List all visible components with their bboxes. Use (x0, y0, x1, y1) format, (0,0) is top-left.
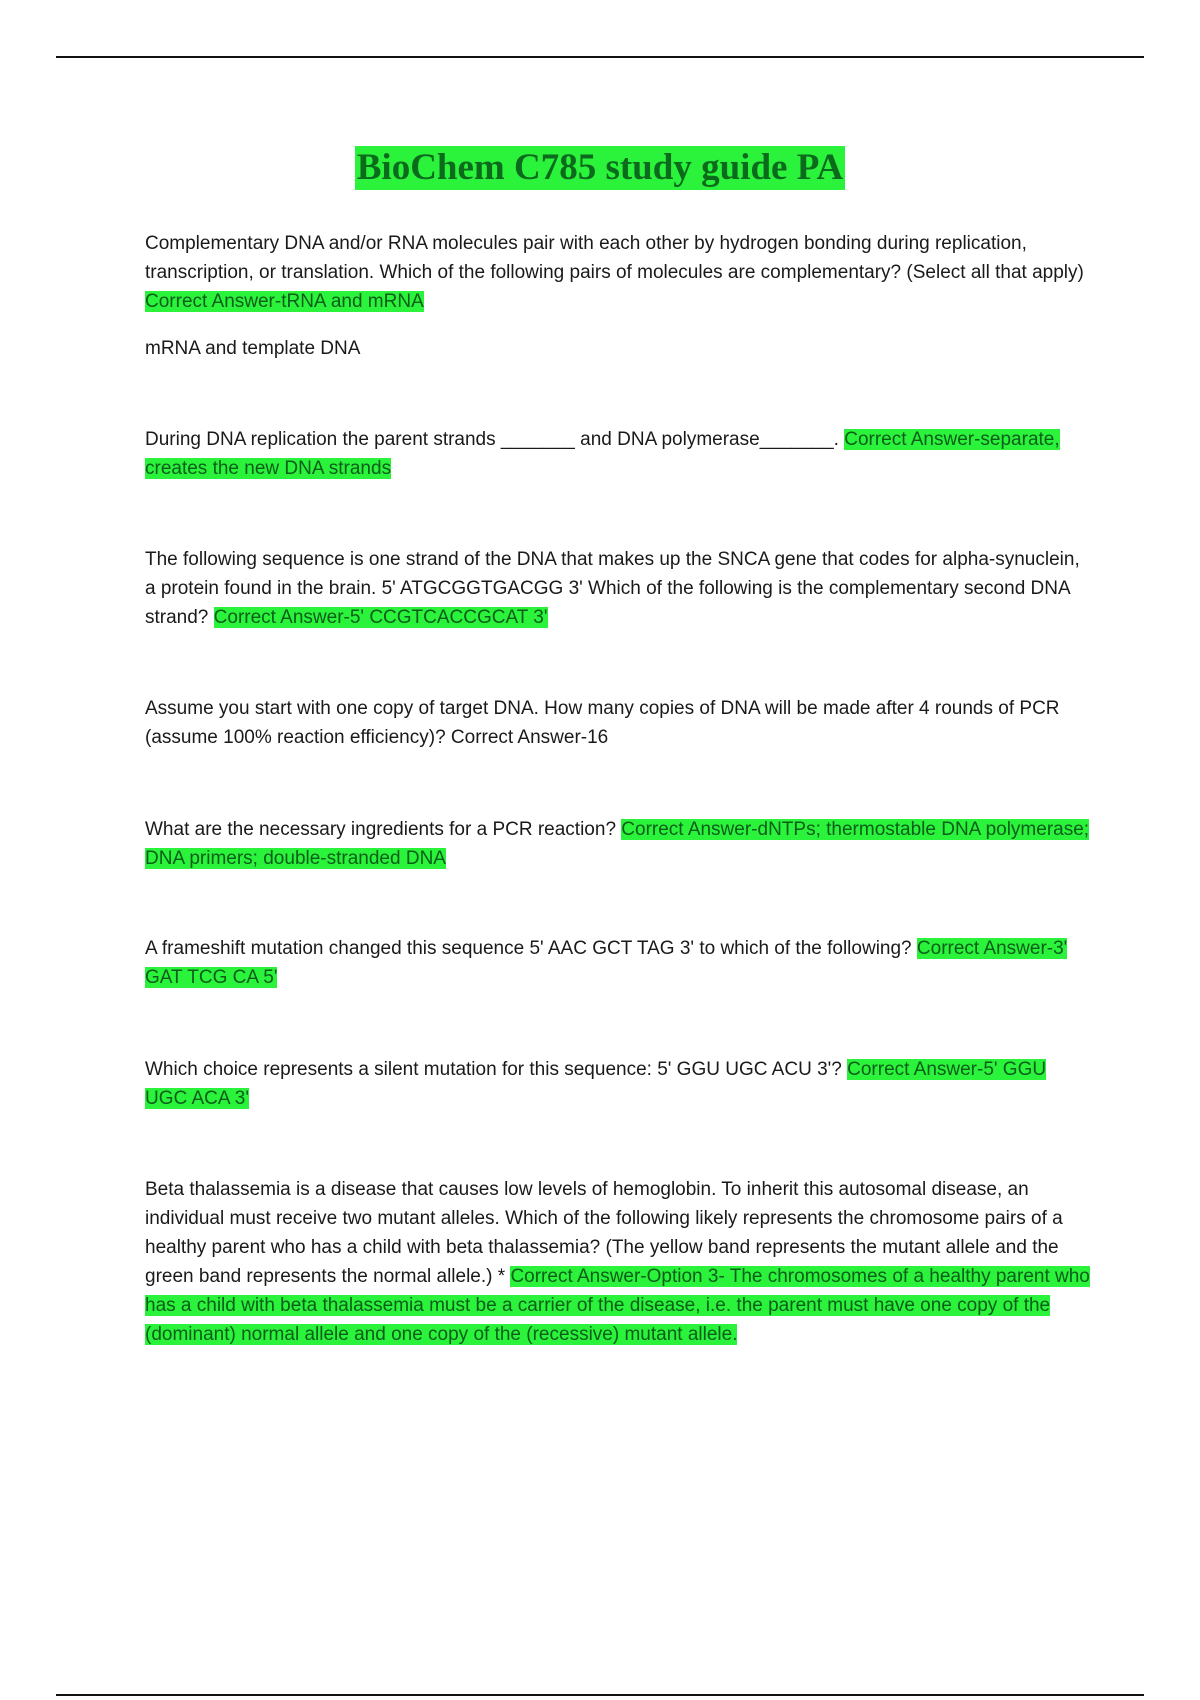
question-1 (145, 229, 1090, 316)
question-text: Complementary DNA and/or RNA molecules pair with each other by hydrogen bonding during replication, transcription, or translation. Which of the following pairs of molecules are complementary? (Select all that apply) (145, 233, 1084, 283)
document-title: BioChem C785 study guide PA (356, 147, 844, 188)
question-text: Which choice represents a silent mutation for this sequence: 5' GGU UGC ACU 3'? (145, 1059, 848, 1080)
answer-highlight: Correct Answer-3' GAT TCG CA 5' (145, 938, 1068, 988)
title-container (0, 146, 1200, 190)
question-text: A frameshift mutation changed this sequence 5' AAC GCT TAG 3' to which of the following? (145, 938, 917, 959)
question-text: The following sequence is one strand of the DNA that makes up the SNCA gene that codes for alpha-synuclein, a protein found in the brain. 5' ATGCGGTGACGG 3' Which of the following is the complementary second DNA strand? (145, 549, 1080, 628)
question-5 (145, 815, 1090, 873)
answer-highlight: Correct Answer-5' GGU UGC ACA 3' (145, 1059, 1047, 1109)
answer-highlight: Correct Answer-5' CCGTCACCGCAT 3' (213, 607, 548, 628)
question-4 (145, 694, 1090, 752)
question-3 (145, 545, 1090, 632)
question-text: What are the necessary ingredients for a PCR reaction? (145, 819, 622, 840)
question-6 (145, 934, 1090, 992)
answer-highlight: Correct Answer-dNTPs; thermostable DNA polymerase; DNA primers; double-stranded DNA (145, 819, 1090, 869)
question-text: During DNA replication the parent strands _______ and DNA polymerase_______. (145, 429, 845, 450)
question-7 (145, 1055, 1090, 1113)
question-text: Beta thalassemia is a disease that causes low levels of hemoglobin. To inherit this autosomal disease, an individual must receive two mutant alleles. Which of the following likely represents the chromosome pairs of a healthy parent who has a child with beta thalassemia? (The yellow band represents the mutant allele and the green band represents the normal allele.) * (145, 1179, 1063, 1287)
footer-rule (56, 1694, 1144, 1696)
answer-highlight: Correct Answer-Option 3- The chromosomes of a healthy parent who has a child with beta thalassemia must be a carrier of the disease, i.e. the parent must have one copy of the (dominant) normal allele and one copy of the (recessive) mutant allele. (145, 1266, 1090, 1345)
question-2 (145, 425, 1090, 483)
extra-answer-text: mRNA and template DNA (145, 338, 361, 359)
question-8 (145, 1175, 1090, 1349)
question-1-extra (145, 334, 1090, 363)
question-text: Assume you start with one copy of target DNA. How many copies of DNA will be made after 4 rounds of PCR (assume 100% reaction efficiency)? Correct Answer-16 (145, 698, 1060, 748)
header-rule (56, 56, 1144, 58)
answer-highlight: Correct Answer-tRNA and mRNA (145, 291, 424, 312)
answer-highlight: Correct Answer-separate, creates the new DNA strands (145, 429, 1060, 479)
